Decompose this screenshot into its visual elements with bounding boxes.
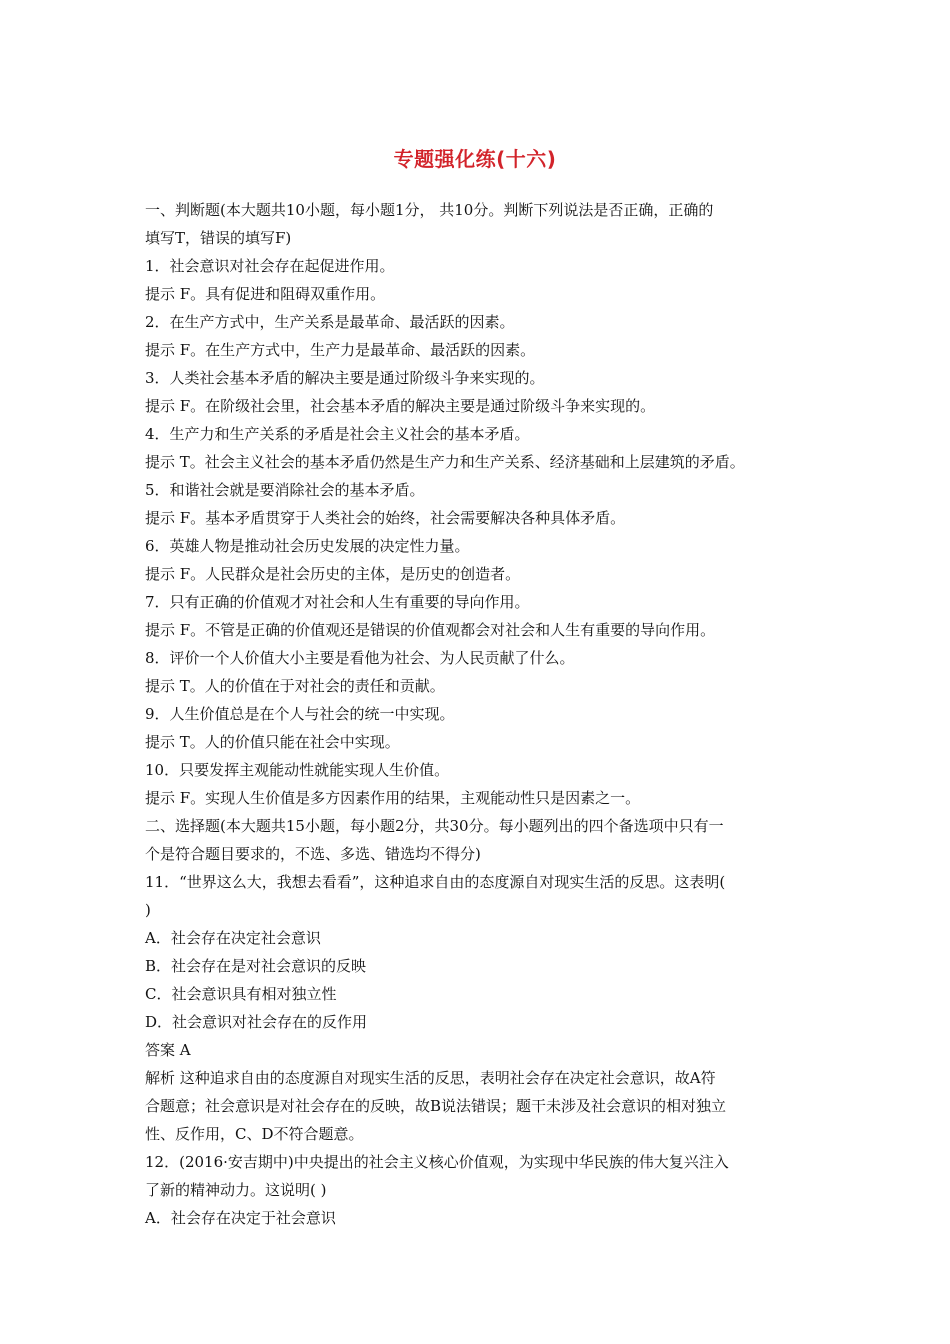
option-11-c: C．社会意识具有相对独立性: [145, 985, 337, 1003]
question-9: 9．人生价值总是在个人与社会的统一中实现。: [145, 705, 455, 723]
question-5: 5．和谐社会就是要消除社会的基本矛盾。: [145, 481, 425, 499]
question-10: 10．只要发挥主观能动性就能实现人生价值。: [145, 761, 450, 779]
analysis-11: 解析 这种追求自由的态度源自对现实生活的反思，表明社会存在决定社会意识，故A符: [145, 1069, 716, 1087]
question-12: 12．(2016·安吉期中)中央提出的社会主义核心价值观，为实现中华民族的伟大复兴注入: [145, 1153, 729, 1171]
question-1: 1．社会意识对社会存在起促进作用。: [145, 257, 395, 275]
question-6: 6．英雄人物是推动社会历史发展的决定性力量。: [145, 537, 470, 555]
question-7: 7．只有正确的价值观才对社会和人生有重要的导向作用。: [145, 593, 530, 611]
question-8: 8．评价一个人价值大小主要是看他为社会、为人民贡献了什么。: [145, 649, 575, 667]
hint-9: 提示 T。人的价值只能在社会中实现。: [145, 733, 400, 751]
question-4: 4．生产力和生产关系的矛盾是社会主义社会的基本矛盾。: [145, 425, 530, 443]
section-heading-judgement: 一、判断题(本大题共10小题，每小题1分， 共10分。判断下列说法是否正确，正确的: [145, 201, 714, 219]
hint-4: 提示 T。社会主义社会的基本矛盾仍然是生产力和生产关系、经济基础和上层建筑的矛盾。: [145, 453, 745, 471]
section-heading-judgement-cont: 填写T，错误的填写F): [145, 229, 292, 247]
option-12-a: A．社会存在决定于社会意识: [145, 1209, 336, 1227]
hint-6: 提示 F。人民群众是社会历史的主体，是历史的创造者。: [145, 565, 521, 583]
hint-5: 提示 F。基本矛盾贯穿于人类社会的始终，社会需要解决各种具体矛盾。: [145, 509, 626, 527]
answer-11: 答案 A: [145, 1041, 191, 1059]
hint-1: 提示 F。具有促进和阻碍双重作用。: [145, 285, 386, 303]
hint-10: 提示 F。实现人生价值是多方因素作用的结果，主观能动性只是因素之一。: [145, 789, 641, 807]
section-heading-choice: 二、选择题(本大题共15小题，每小题2分，共30分。每小题列出的四个备选项中只有一: [145, 817, 724, 835]
question-12-cont: 了新的精神动力。这说明( ): [145, 1181, 327, 1199]
page-title: 专题强化练(十六): [393, 147, 557, 171]
question-2: 2．在生产方式中，生产关系是最革命、最活跃的因素。: [145, 313, 515, 331]
option-11-d: D．社会意识对社会存在的反作用: [145, 1013, 368, 1031]
analysis-11-cont-1: 合题意；社会意识是对社会存在的反映，故B说法错误；题干未涉及社会意识的相对独立: [145, 1097, 727, 1115]
hint-8: 提示 T。人的价值在于对社会的责任和贡献。: [145, 677, 445, 695]
question-3: 3．人类社会基本矛盾的解决主要是通过阶级斗争来实现的。: [145, 369, 545, 387]
analysis-11-cont-2: 性、反作用，C、D不符合题意。: [145, 1125, 364, 1143]
hint-3: 提示 F。在阶级社会里，社会基本矛盾的解决主要是通过阶级斗争来实现的。: [145, 397, 656, 415]
document-body: [145, 196, 825, 1232]
hint-7: 提示 F。不管是正确的价值观还是错误的价值观都会对社会和人生有重要的导向作用。: [145, 621, 716, 639]
option-11-b: B．社会存在是对社会意识的反映: [145, 957, 367, 975]
question-11-cont: ): [145, 901, 151, 919]
section-heading-choice-cont: 个是符合题目要求的，不选、多选、错选均不得分): [145, 845, 481, 863]
hint-2: 提示 F。在生产方式中，生产力是最革命、最活跃的因素。: [145, 341, 536, 359]
option-11-a: A．社会存在决定社会意识: [145, 929, 321, 947]
question-11: 11．“世界这么大，我想去看看”，这种追求自由的态度源自对现实生活的反思。这表明(: [145, 873, 726, 891]
